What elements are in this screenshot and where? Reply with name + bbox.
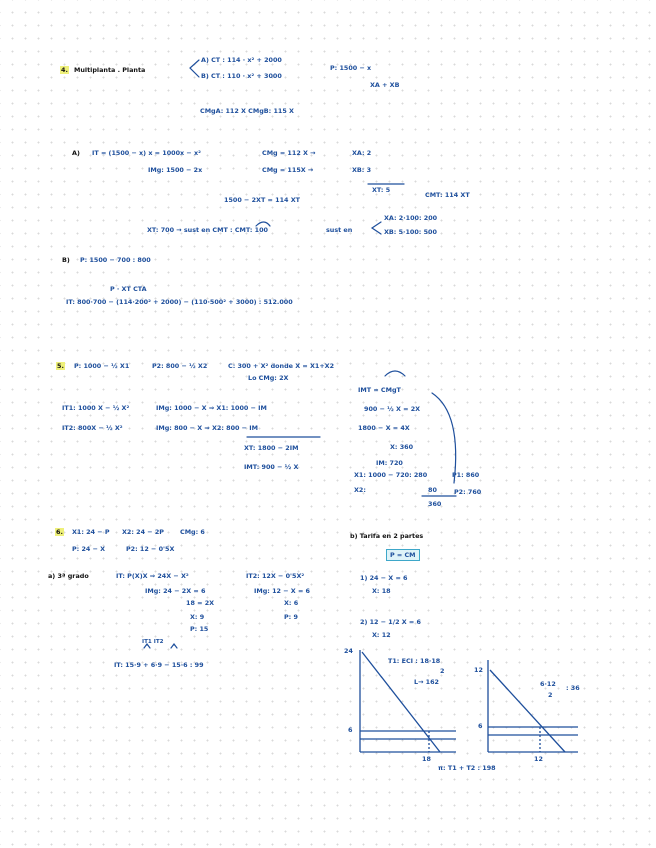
- cmg-values: CMgA: 112 X CMgB: 115 X: [200, 107, 294, 115]
- substitution: XT: 700 → sust en CMT : CMT: 100: [147, 226, 268, 234]
- step-2: 2) 12 − 1/2 X = 6: [360, 618, 421, 626]
- im-result: IM: 720: [376, 459, 403, 467]
- x-result: X: 360: [390, 443, 414, 451]
- curve-arrow: [432, 393, 456, 483]
- part-a-label: a) 3ª grado: [48, 572, 89, 580]
- graph-1-x-label: 18: [422, 755, 431, 763]
- x-result: X: 9: [190, 613, 205, 621]
- x2-value: 80: [428, 486, 437, 494]
- marginal-1: IMg: 1000 − X ⇒ X1: 1000 − IM: [156, 404, 267, 412]
- marginal-income-2: IMg: 12 − X = 6: [254, 587, 310, 595]
- p-result-2: P: 9: [284, 613, 298, 621]
- demand-line: [362, 652, 440, 752]
- t1-denominator: 2: [440, 667, 445, 675]
- equation: 1500 − 2XT = 114 XT: [224, 196, 300, 204]
- price-value: P: 1500 − 700 : 800: [80, 256, 151, 264]
- p1-result: P1: 860: [452, 471, 480, 479]
- cost-b: B) CT : 110 · x² + 3000: [201, 72, 282, 80]
- cmt-value: CMT: 114 XT: [425, 191, 470, 199]
- total-profit: π: T1 + T2 : 198: [438, 764, 496, 772]
- part-b-label: b) Tarifa en 2 partes: [350, 532, 424, 540]
- t2-denominator: 2: [548, 691, 553, 699]
- xt-sum: XT: 1800 − 2IM: [244, 444, 299, 452]
- graph-2: [488, 660, 578, 752]
- curve-arrow: [385, 371, 405, 376]
- x1-result: X1: 1000 − 720: 280: [354, 471, 428, 479]
- t2-value: : 36: [566, 684, 580, 692]
- price-2: P2: 12 − 0'5X: [126, 545, 175, 553]
- xa-result: XA: 2·100: 200: [384, 214, 438, 222]
- cmg-a: CMg = 112 X →: [262, 149, 316, 157]
- marginal-income: IMg: 1500 − 2x: [148, 166, 203, 174]
- p2-result: P2: 760: [454, 488, 482, 496]
- equation-3: 1800 − X = 4X: [358, 424, 410, 432]
- part-b-label: B): [62, 256, 70, 264]
- price-2: P2: 800 − ½ X2: [152, 362, 208, 370]
- problem-6-number: 6.: [56, 528, 63, 536]
- cmg-value: CMg: 6: [180, 528, 205, 536]
- cost-function: C: 300 + X² donde X = X1+X2: [228, 362, 335, 370]
- graph-1-y-label: 24: [344, 647, 353, 655]
- price-xt: P · XT CTA: [110, 285, 147, 293]
- price-1: P: 24 − X: [72, 545, 106, 553]
- problem-4-title: Multiplanta . Planta: [74, 66, 146, 74]
- step-1: 1) 24 − X = 6: [360, 574, 408, 582]
- xa-value: XA: 2: [352, 149, 372, 157]
- graph-1: [360, 650, 456, 752]
- equation-2: 900 − ½ X = 2X: [364, 405, 421, 413]
- brace-icon: [190, 60, 199, 77]
- income-total: IT: P(X)X ⇒ 24X − X²: [116, 572, 189, 580]
- demand-sum: XA + XB: [370, 81, 400, 89]
- substitution-2: sust en: [326, 226, 353, 234]
- equality: IMT = CMgT: [358, 386, 401, 394]
- cmg-value: Lo CMg: 2X: [248, 374, 289, 382]
- income-total: IT = (1500 − x) x = 1000x − x²: [92, 149, 201, 157]
- brace-icon: [372, 222, 381, 234]
- t1-value: L→ 162: [414, 678, 439, 686]
- problem-5-number: 5.: [57, 362, 64, 370]
- x-sum: 360: [428, 500, 442, 508]
- marginal-2: IMg: 800 − X ⇒ X2: 800 − IM: [156, 424, 259, 432]
- part-a-label: A): [72, 149, 80, 157]
- pcm-box: P = CM: [386, 549, 420, 561]
- income-2: IT2: 800X − ½ X²: [62, 424, 123, 432]
- cmg-b: CMg = 115X →: [262, 166, 314, 174]
- graph-1-six-label: 6: [348, 726, 353, 734]
- demand-2: X2: 24 − 2P: [122, 528, 164, 536]
- demand-1: X1: 24 − P: [72, 528, 110, 536]
- solve-step: 18 = 2X: [186, 599, 215, 607]
- total-income: IT: 15·9 + 6·9 − 15·6 : 99: [114, 661, 204, 669]
- xb-result: XB: 5·100: 500: [384, 228, 437, 236]
- t1-formula: T1: ECI : 18·18: [388, 657, 441, 665]
- xt-value: XT: 5: [372, 186, 391, 194]
- t2-formula: 6·12: [540, 680, 556, 688]
- graph-2-x-label: 12: [534, 755, 543, 763]
- cost-a: A) CT : 114 · x² + 2000: [201, 56, 282, 64]
- graph-2-y-label: 12: [474, 666, 483, 674]
- step-2-result: X: 12: [372, 631, 391, 639]
- graph-2-six-label: 6: [478, 722, 483, 730]
- demand: P: 1500 − x: [330, 64, 372, 72]
- imt-function: IMT: 900 − ½ X: [244, 463, 299, 471]
- x2-label: X2:: [354, 486, 366, 494]
- marginal-income: IMg: 24 − 2X = 6: [145, 587, 206, 595]
- problem-4-number: 4.: [61, 66, 68, 74]
- profit: IT: 800·700 − (114·200² + 2000) − (110·500² + 3000) : 512.000: [66, 298, 293, 306]
- it-labels: IT1 IT2: [142, 639, 164, 645]
- x-result-2: X: 6: [284, 599, 299, 607]
- income-1: IT1: 1000 X − ½ X²: [62, 404, 130, 412]
- xb-value: XB: 3: [352, 166, 372, 174]
- income-total-2: IT2: 12X − 0'5X²: [246, 572, 305, 580]
- price-1: P: 1000 − ½ X1: [74, 362, 130, 370]
- step-1-result: X: 18: [372, 587, 391, 595]
- p-result: P: 15: [190, 625, 209, 633]
